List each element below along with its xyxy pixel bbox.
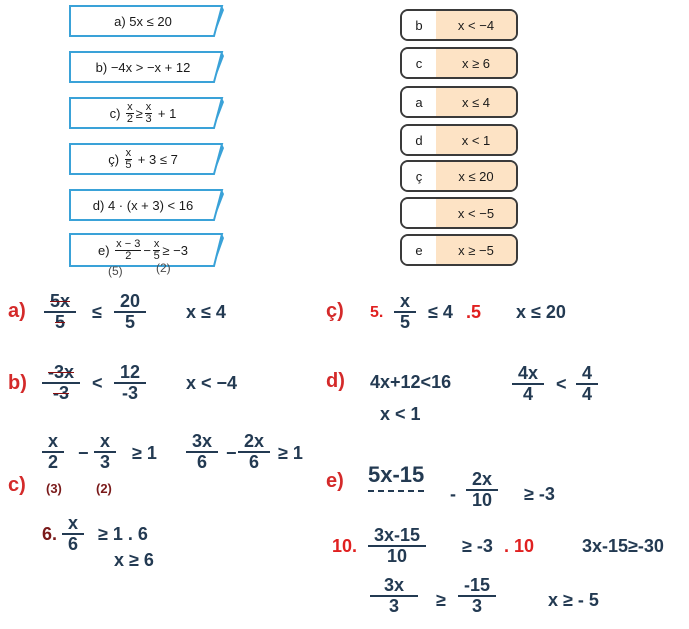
work-c3-multiplier: 6.: [42, 524, 58, 544]
question-card-e: [68, 232, 224, 266]
work-c3-fraction: x 6: [62, 514, 84, 554]
question-a-text: a) 5x ≤ 20: [114, 13, 172, 29]
work-e2-multiplier: 10.: [332, 536, 358, 556]
question-cc-fraction: $\frac{x}{5}$: [125, 146, 132, 171]
work-c-fraction-1: x 2: [42, 432, 64, 472]
answer-label: ç: [402, 162, 436, 190]
work-b-relation: <: [92, 373, 103, 393]
work-c-hint-1: (3): [46, 481, 62, 496]
answer-label: a: [402, 88, 436, 116]
question-c-prefix: c): [109, 105, 121, 121]
work-d-line-1: 4x+12<16: [370, 372, 452, 392]
work-c2-relation: ≥ 1: [278, 443, 303, 463]
work-d-label: d): [326, 370, 345, 392]
answer-value: x < 1: [436, 126, 516, 154]
work-cc-relation: ≤ 4: [428, 302, 453, 322]
work-e3-fraction-2: -15 3: [458, 576, 496, 616]
work-e3-relation: ≥: [436, 590, 446, 610]
question-card-b: [68, 50, 224, 84]
work-d-line-2: x < 1: [380, 404, 421, 424]
work-cc-fraction: x 5: [394, 292, 416, 332]
answer-value: x < −4: [436, 11, 516, 39]
answer-label: d: [402, 126, 436, 154]
work-e2-multiplier-right: . 10: [504, 536, 535, 556]
answer-card: [400, 234, 518, 266]
work-e-label: e): [326, 470, 344, 492]
work-c2-minus: −: [226, 443, 237, 463]
work-d-fraction-2: 4 4: [576, 364, 598, 404]
work-a-fraction-2: 20 5: [114, 292, 146, 332]
work-c2-fraction-2: 2x 6: [238, 432, 270, 472]
work-c2-fraction-1: 3x 6: [186, 432, 218, 472]
question-e-tail: ≥ −3: [162, 242, 188, 258]
work-a-fraction-1: 5x 5: [44, 292, 76, 332]
work-d-fraction-1: 4x 4: [512, 364, 544, 404]
work-e-numerator: 5x-15: [368, 462, 424, 492]
question-e-text: [68, 232, 218, 268]
question-e-fraction-2: $\frac{x}{5}$: [153, 237, 160, 262]
work-c-minus: −: [78, 443, 89, 463]
question-c-text: [68, 96, 218, 130]
work-e3-result: x ≥ - 5: [548, 590, 599, 610]
work-a-relation: ≤: [92, 302, 102, 322]
work-b-label: b): [8, 372, 27, 394]
work-b-result: x < −4: [186, 373, 238, 393]
question-cc-prefix: ç): [108, 151, 120, 167]
question-e-minus: −: [143, 242, 151, 258]
question-c-relation: ≥: [135, 105, 143, 121]
work-cc-multiplier: 5.: [370, 304, 384, 321]
answer-card: [400, 9, 518, 41]
question-card-c: [68, 96, 224, 130]
work-cc-result: x ≤ 20: [516, 302, 566, 322]
work-a-label: a): [8, 300, 26, 322]
answer-card: [400, 160, 518, 192]
answer-value: x < −5: [436, 199, 516, 227]
question-cc-tail: + 3 ≤ 7: [137, 151, 178, 167]
answer-card: [400, 197, 518, 229]
question-e-hint-2: (2): [156, 261, 171, 275]
question-c-tail: + 1: [157, 105, 177, 121]
answer-label: c: [402, 49, 436, 77]
work-e-fraction: 2x 10: [466, 470, 498, 510]
work-e-minus: -: [450, 484, 456, 504]
question-card-a: [68, 4, 224, 38]
answer-value: x ≤ 4: [436, 88, 516, 116]
answer-card: [400, 124, 518, 156]
answer-value: x ≥ 6: [436, 49, 516, 77]
answer-label: [402, 199, 436, 227]
work-b-fraction-1: -3x -3: [42, 363, 80, 403]
question-cc-text: [68, 142, 218, 176]
question-b-text: b) −4x > −x + 12: [95, 59, 191, 75]
work-e2-result: 3x-15≥-30: [582, 536, 664, 556]
work-c3-result: x ≥ 6: [114, 550, 154, 570]
answer-value: x ≥ −5: [436, 236, 516, 264]
answer-label: b: [402, 11, 436, 39]
question-card-d: [68, 188, 224, 222]
work-c-hint-2: (2): [96, 481, 112, 496]
question-e-fraction-1: $\frac{x - 3}{2}$: [116, 237, 141, 262]
work-e2-fraction: 3x-15 10: [368, 526, 426, 566]
answer-value: x ≤ 20: [436, 162, 516, 190]
answer-card: [400, 47, 518, 79]
question-c-fraction-1: $\frac{x}{2}$: [126, 100, 133, 125]
work-e3-fraction-1: 3x 3: [370, 576, 418, 616]
work-a-result: x ≤ 4: [186, 302, 226, 322]
work-c-label: c): [8, 474, 26, 496]
work-d-relation: <: [556, 374, 567, 394]
question-card-cc: [68, 142, 224, 176]
work-c3-relation: ≥ 1 . 6: [98, 524, 148, 544]
work-e2-relation: ≥ -3: [462, 536, 493, 556]
question-d-text: d) 4 · (x + 3) < 16: [92, 197, 194, 213]
question-c-fraction-2: $\frac{x}{3}$: [145, 100, 152, 125]
answer-card: [400, 86, 518, 118]
work-e-relation: ≥ -3: [524, 484, 555, 504]
question-e-prefix: e): [97, 242, 110, 258]
question-e-hint-1: (5): [108, 264, 123, 278]
work-b-fraction-2: 12 -3: [114, 363, 146, 403]
answer-label: e: [402, 236, 436, 264]
work-cc-label: ç): [326, 300, 344, 322]
work-cc-multiplier-right: .5: [466, 302, 482, 322]
work-c-fraction-2: x 3: [94, 432, 116, 472]
work-c-relation: ≥ 1: [132, 443, 157, 463]
